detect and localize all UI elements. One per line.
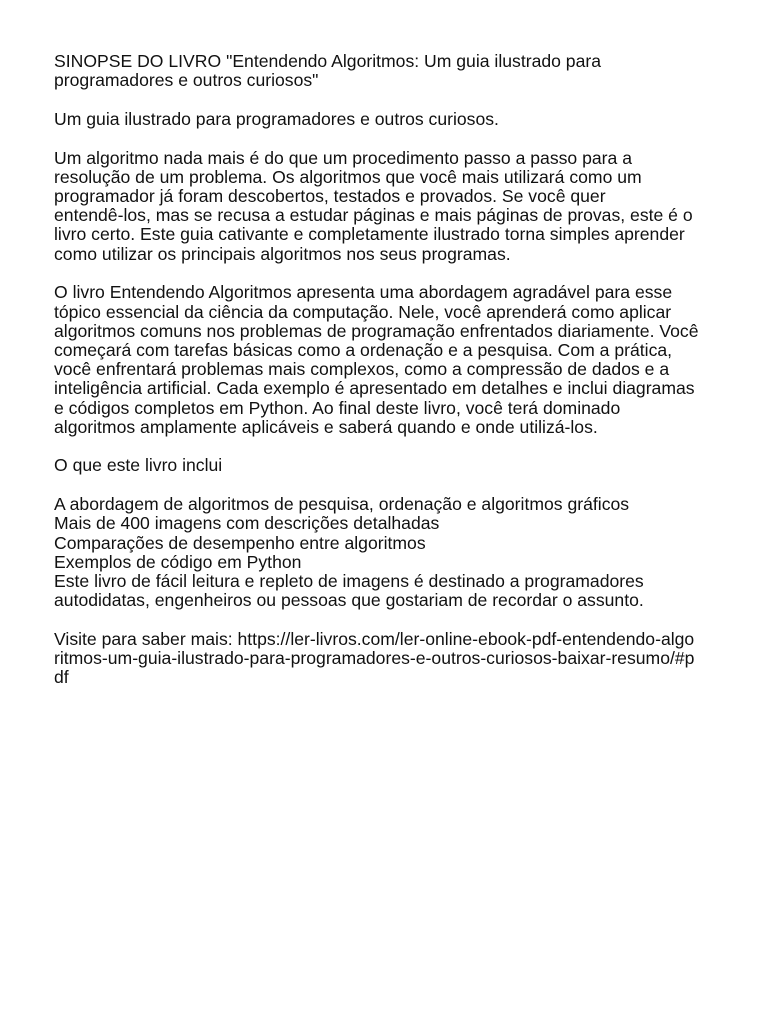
heading-line: O que este livro inclui (54, 455, 223, 476)
list-item: Este livro de fácil leitura e repleto de imagens é destinado a programadores (54, 570, 644, 591)
paragraph-line: algoritmos amplamente aplicáveis e saberá quando e onde utilizá-los. (54, 416, 598, 437)
includes-list (54, 495, 734, 610)
list-item: Comparações de desempenho entre algoritmos (54, 532, 426, 553)
list-item: autodidatas, engenheiros ou pessoas que gostariam de recordar o assunto. (54, 590, 644, 611)
document-title (54, 52, 734, 90)
visit-link-paragraph (54, 630, 734, 688)
title-line: programadores e outros curiosos" (54, 70, 319, 91)
paragraph-line: Um algoritmo nada mais é do que um procedimento passo a passo para a (54, 147, 632, 168)
title-line: SINOPSE DO LIVRO "Entendendo Algoritmos: Um guia ilustrado para (54, 51, 602, 71)
document-page (54, 52, 734, 707)
visit-line: Visite para saber mais: https://ler-livros.com/ler-online-ebook-pdf-entendendo-algo (54, 628, 695, 649)
subtitle-line: Um guia ilustrado para programadores e outros curiosos. (54, 108, 499, 129)
list-item: A abordagem de algoritmos de pesquisa, ordenação e algoritmos gráficos (54, 494, 630, 515)
paragraph-line: e códigos completos em Python. Ao final deste livro, você terá dominado (54, 397, 621, 418)
paragraph-line: como utilizar os principais algoritmos nos seus programas. (54, 243, 511, 264)
paragraph-line: você enfrentará problemas mais complexos, como a compressão de dados e a (54, 359, 670, 380)
paragraph-intro (54, 149, 734, 264)
paragraph-line: O livro Entendendo Algoritmos apresenta uma abordagem agradável para esse (54, 282, 673, 303)
visit-line: df (54, 667, 69, 688)
paragraph-line: livro certo. Este guia cativante e completamente ilustrado torna simples aprender (54, 224, 685, 245)
paragraph-line: programador já foram descobertos, testados e provados. Se você quer (54, 186, 606, 207)
list-item: Exemplos de código em Python (54, 551, 302, 572)
document-subtitle (54, 110, 734, 129)
paragraph-line: entendê-los, mas se recusa a estudar páginas e mais páginas de provas, este é o (54, 205, 693, 226)
list-item: Mais de 400 imagens com descrições detalhadas (54, 513, 440, 534)
includes-heading (54, 456, 734, 475)
paragraph-line: tópico essencial da ciência da computação. Nele, você aprenderá como aplicar (54, 301, 672, 322)
visit-line: ritmos-um-guia-ilustrado-para-programadores-e-outros-curiosos-baixar-resumo/#p (54, 648, 695, 669)
paragraph-line: inteligência artificial. Cada exemplo é apresentado em detalhes e inclui diagramas (54, 378, 695, 399)
paragraph-line: resolução de um problema. Os algoritmos que você mais utilizará como um (54, 166, 642, 187)
paragraph-description (54, 283, 734, 437)
paragraph-line: algoritmos comuns nos problemas de programação enfrentados diariamente. Você (54, 320, 699, 341)
paragraph-line: começará com tarefas básicas como a ordenação e a pesquisa. Com a prática, (54, 339, 673, 360)
